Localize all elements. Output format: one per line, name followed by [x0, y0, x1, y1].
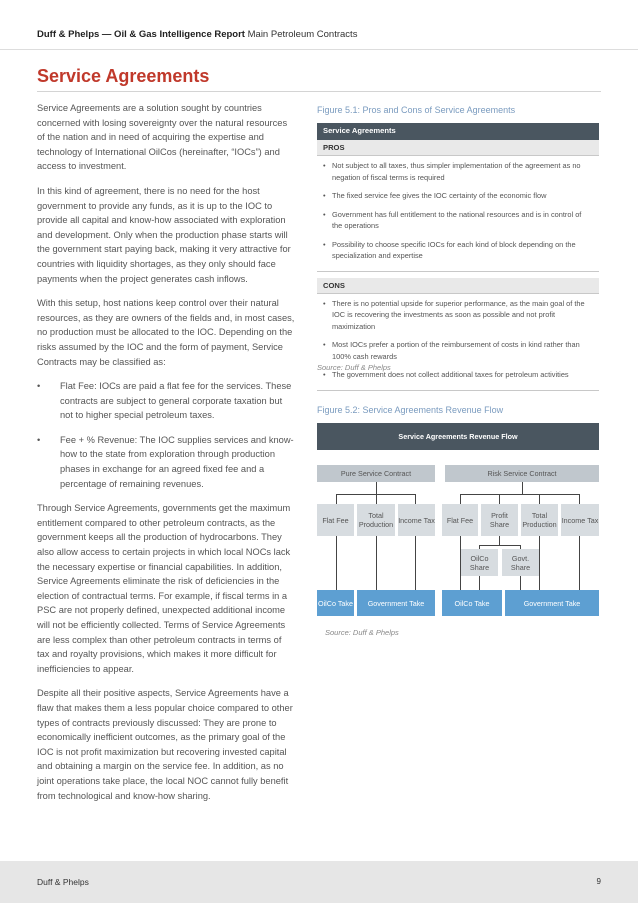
bullet-text: Flat Fee: IOCs are paid a flat fee for the services. These contracts are subject to general corporate taxation but not to higher special petroleum taxes. — [60, 381, 292, 421]
connector-line — [415, 536, 416, 590]
connector-line — [579, 536, 580, 590]
connector-line — [522, 482, 523, 494]
pure-service-contract-box: Pure Service Contract — [317, 465, 435, 482]
connector-line — [460, 536, 461, 590]
connector-line — [499, 494, 500, 504]
bullet-marker: • — [37, 434, 41, 445]
risk-service-contract-box: Risk Service Contract — [445, 465, 599, 482]
flat-fee-box: Flat Fee — [317, 504, 354, 536]
connector-line — [539, 536, 540, 590]
connector-line — [336, 536, 337, 590]
pros-item — [317, 205, 599, 235]
cons-text: There is no potential upside for superior performance, as the main goal of the IOC is recovering the investments as soon as possible and not profit maximization — [332, 298, 585, 331]
bullet-marker: • — [323, 298, 326, 308]
paragraph-flaw: Despite all their positive aspects, Service Agreements have a flaw that makes them a less popular choice compared to other types of contracts previously discussed: They are prone to economically inefficient outcomes, as the primary goal of the IOC is not profit maximization but recovering invested capital and obtaining a margin on the service fee. In addition, as no joint operations take place, the local NOC cannot fully benefit from technological and know-how sharing. — [37, 688, 293, 801]
income-tax-box: Income Tax — [561, 504, 599, 536]
bullet-text: Fee + % Revenue: The IOC supplies services and know-how to the state from exploration through production phases in exchange for an agreed fixed fee and a percentage of remaining revenues. — [60, 434, 294, 489]
profit-share-box: Profit Share — [481, 504, 518, 536]
diagram-header: Service Agreements Revenue Flow — [317, 423, 599, 450]
pros-cons-table — [317, 123, 599, 391]
figure-5-2-source: Source: Duff & Phelps — [325, 628, 399, 637]
paragraph-funding: In this kind of agreement, there is no need for the host government to provide any funds, as it is up to the IOC to provide all capital and know-how associated with exploration and development. Only when the production phase starts will the government start paying back, making it very attractive for countries with liquidity shortages, as they only should face payments when the project generates cash inflows. — [37, 185, 291, 284]
figure-5-1-title: Figure 5.1: Pros and Cons of Service Agreements — [317, 105, 516, 115]
connector-line — [579, 494, 580, 504]
title-divider — [37, 91, 601, 92]
paragraph-control: With this setup, host nations keep control over their natural resources, as they are owners of the fields and, in most cases, no production must be allocated to the IOC. Depending on the risks assumed by the IOC and the form of payment, Service Contracts may be classified as: — [37, 298, 295, 367]
connector-line — [539, 494, 540, 504]
connector-line — [479, 545, 521, 546]
connector-line — [415, 494, 416, 504]
page-number: 9 — [596, 877, 601, 886]
total-production-box: Total Production — [521, 504, 558, 536]
oilco-share-box: OilCo Share — [461, 549, 498, 576]
government-take-box: Government Take — [357, 590, 435, 616]
pros-label: PROS — [317, 140, 599, 156]
oilco-take-box: OilCo Take — [317, 590, 354, 616]
header-report-title: Duff & Phelps — Oil & Gas Intelligence Report — [37, 29, 245, 40]
figure-5-1-source: Source: Duff & Phelps — [317, 363, 391, 372]
connector-line — [460, 494, 461, 504]
connector-line — [376, 536, 377, 590]
list-item-fee-revenue — [37, 433, 295, 491]
figure-5-2-title: Figure 5.2: Service Agreements Revenue Flow — [317, 405, 504, 415]
pros-item — [317, 235, 599, 265]
bullet-marker: • — [323, 340, 326, 349]
bullet-marker: • — [323, 239, 326, 249]
page-footer — [0, 861, 638, 903]
connector-line — [460, 494, 579, 495]
paragraph-intro: Service Agreements are a solution sought by countries concerned with losing sovereignty over the natural resources of the nation and in need of acquiring the expertise and technology of International OilCos (hereinafter, “IOCs”) and access to investment. — [37, 103, 288, 172]
pros-text: Government has full entitlement to the national resources and is in control of the operations — [332, 209, 582, 230]
flat-fee-box: Flat Fee — [442, 504, 478, 536]
total-production-box: Total Production — [357, 504, 395, 536]
header-section: Main Petroleum Contracts — [247, 29, 358, 40]
cons-text: Most IOCs prefer a portion of the reimbursement of costs in kind rather than 100% cash rewards — [332, 340, 580, 361]
running-header — [37, 29, 357, 40]
pros-item — [317, 186, 599, 205]
section-divider — [317, 384, 599, 391]
income-tax-box: Income Tax — [398, 504, 435, 536]
pros-text: The fixed service fee gives the IOC certainty of the economic flow — [332, 191, 547, 200]
cons-text: The government does not collect additional taxes for petroleum activities — [332, 370, 569, 379]
connector-line — [376, 494, 377, 504]
bullet-marker: • — [323, 161, 326, 170]
bullet-marker: • — [323, 191, 326, 200]
bullet-marker: • — [37, 381, 41, 392]
list-item-flat-fee — [37, 379, 295, 423]
revenue-flow-diagram — [317, 423, 599, 623]
cons-item — [317, 294, 599, 336]
pros-text: Possibility to choose specific IOCs for each kind of block depending on the specialization and expertise — [332, 239, 576, 260]
oilco-take-box: OilCo Take — [442, 590, 502, 616]
connector-line — [336, 494, 337, 504]
header-divider — [0, 49, 638, 50]
body-text-column — [37, 101, 295, 813]
paragraph-entitlement: Through Service Agreements, governments get the maximum entitlement compared to other petroleum contracts, as the government keeps all the production of hydrocarbons. They also allow access to certain projects in which local NOCs lack the necessary expertise or financial capabilities. In addition, Service Agreements eliminate the risk of deficiencies in the election of contractual terms. For example, if fiscal terms in a PSC are not properly defined, unexpected additional income will not be efficiently collected. Terms of Service Agreements are less complex than other petroleum contracts in terms of tax and royalty provisions, which makes it more difficult for inefficiencies to appear. — [37, 503, 291, 674]
connector-line — [499, 536, 500, 545]
pros-item — [317, 156, 599, 186]
footer-brand: Duff & Phelps — [37, 877, 89, 887]
connector-line — [479, 576, 480, 590]
govt-share-box: Govt. Share — [502, 549, 539, 576]
bullet-marker: • — [323, 370, 326, 379]
government-take-box: Government Take — [505, 590, 599, 616]
table-header: Service Agreements — [317, 123, 599, 140]
connector-line — [520, 576, 521, 590]
cons-item — [317, 335, 599, 365]
pros-text: Not subject to all taxes, thus simpler implementation of the agreement as no negation of fiscal terms is required — [332, 161, 581, 182]
section-divider — [317, 265, 599, 272]
bullet-marker: • — [323, 209, 326, 219]
connector-line — [376, 482, 377, 494]
page-title: Service Agreements — [37, 66, 210, 86]
cons-label: CONS — [317, 278, 599, 294]
